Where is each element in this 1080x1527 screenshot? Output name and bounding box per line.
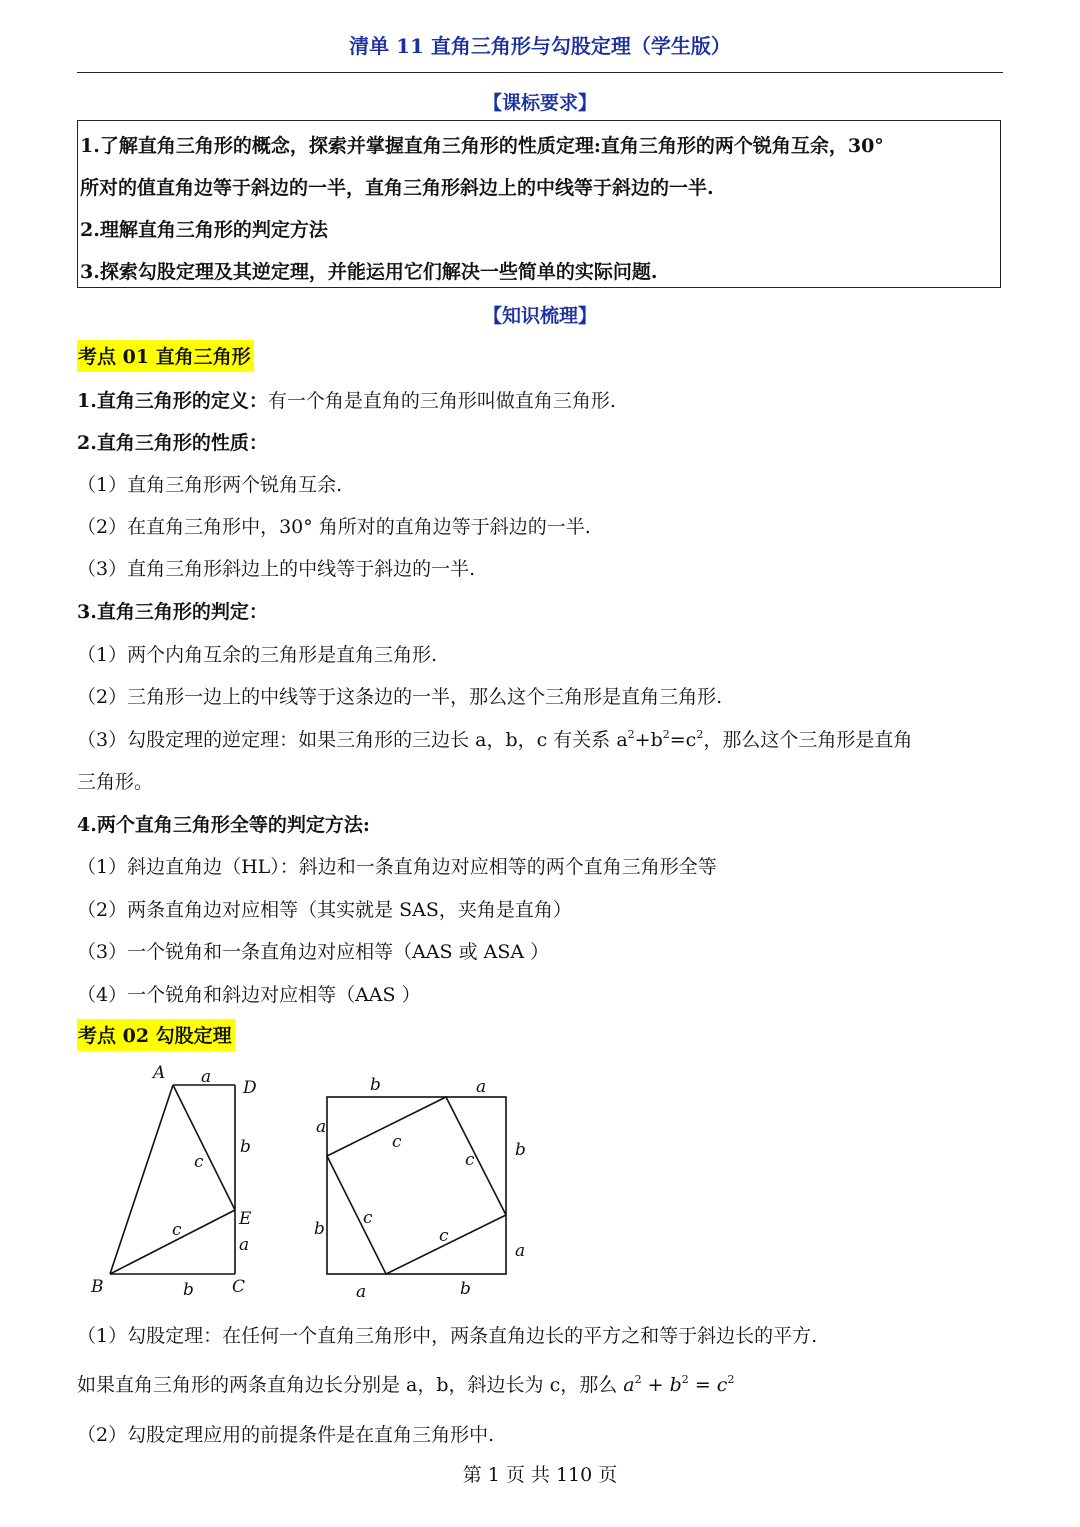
definition-label: 1.直角三角形的定义： — [77, 390, 268, 412]
kp1-title: 考点 01 直角三角形 — [77, 340, 254, 372]
requirement-item: 2.理解直角三角形的判定方法 — [80, 219, 328, 241]
property-item: （3）直角三角形斜边上的中线等于斜边的一半. — [77, 558, 476, 580]
label-b-right: b — [240, 1137, 251, 1157]
figure-labels — [90, 1063, 526, 1302]
definition-text: 有一个角是直角的三角形叫做直角三角形. — [267, 390, 616, 412]
judgement-text: +b — [634, 729, 663, 751]
pythagoras-theorem-line: （1）勾股定理：在任何一个直角三角形中，两条直角边长的平方之和等于斜边长的平方. — [77, 1325, 818, 1347]
judgement-text: （3）勾股定理的逆定理：如果三角形的三边长 a，b，c 有关系 a — [77, 729, 628, 751]
judgement-item: （1）两个内角互余的三角形是直角三角形. — [77, 644, 438, 666]
judgement-text: =c — [669, 729, 697, 751]
congruence-label: 4.两个直角三角形全等的判定方法: — [77, 814, 370, 836]
requirements-title: 【课标要求】 — [482, 92, 597, 114]
label-a-top: a — [201, 1067, 212, 1087]
label-a-top2: a — [476, 1077, 487, 1097]
formula-exp: 2 — [727, 1373, 735, 1386]
header-rule — [77, 72, 1003, 73]
pythagoras-precondition-line: （2）勾股定理应用的前提条件是在直角三角形中. — [77, 1424, 495, 1446]
congruence-item: （3）一个锐角和一条直角边对应相等（AAS 或 ASA ） — [77, 941, 550, 963]
formula-exp: 2 — [681, 1373, 689, 1386]
formula-b: b — [669, 1374, 682, 1396]
label-B: B — [91, 1277, 104, 1297]
superscript: 2 — [696, 728, 704, 741]
label-a-left: a — [316, 1117, 327, 1137]
label-b-bottom: b — [183, 1280, 194, 1300]
judgement-item: （2）三角形一边上的中线等于这条边的一半，那么这个三角形是直角三角形. — [77, 686, 723, 708]
requirements-box — [77, 120, 1001, 288]
requirement-item: 1.了解直角三角形的概念，探索并掌握直角三角形的性质定理:直角三角形的两个锐角互余，30° — [80, 135, 884, 157]
judgement-item-converse — [77, 725, 912, 752]
superscript: 2 — [662, 728, 670, 741]
label-c2: c — [465, 1150, 475, 1170]
label-c3: c — [363, 1208, 373, 1228]
formula-a: a — [623, 1374, 635, 1396]
congruence-item: （2）两条直角边对应相等（其实就是 SAS，夹角是直角） — [77, 899, 572, 921]
page-footer: 第 1 页 共 110 页 — [462, 1464, 618, 1486]
kp2-title: 考点 02 勾股定理 — [77, 1019, 235, 1051]
judgement-label: 3.直角三角形的判定： — [77, 601, 268, 623]
label-c-upper: c — [194, 1152, 204, 1172]
pythagoras-figures — [80, 1058, 540, 1303]
label-c1: c — [392, 1132, 402, 1152]
property-item: （1）直角三角形两个锐角互余. — [77, 474, 343, 496]
judgement-item-cont: 三角形。 — [77, 771, 154, 793]
requirement-item: 3.探索勾股定理及其逆定理，并能运用它们解决一些简单的实际问题. — [80, 261, 658, 283]
label-b-left: b — [314, 1219, 325, 1239]
requirement-item: 所对的值直角边等于斜边的一半，直角三角形斜边上的中线等于斜边的一半. — [80, 177, 714, 199]
trapezoid-figure — [110, 1085, 235, 1274]
property-label: 2.直角三角形的性质： — [77, 432, 268, 454]
label-a-right: a — [239, 1235, 250, 1255]
superscript: 2 — [627, 728, 635, 741]
property-item: （2）在直角三角形中，30° 角所对的直角边等于斜边的一半. — [77, 516, 591, 538]
outer-square — [327, 1097, 506, 1274]
label-c4: c — [439, 1226, 449, 1246]
label-a-bottom: a — [356, 1282, 367, 1302]
formula-eq: = — [694, 1374, 711, 1396]
square-figure — [327, 1097, 506, 1274]
pythagoras-formula-line — [77, 1370, 734, 1397]
inner-square — [327, 1097, 506, 1274]
page-header-title: 清单 11 直角三角形与勾股定理（学生版） — [349, 34, 731, 58]
label-D: D — [243, 1078, 257, 1098]
label-a-right2: a — [515, 1241, 526, 1261]
label-A: A — [153, 1063, 166, 1083]
label-c-lower: c — [172, 1220, 182, 1240]
congruence-item: （1）斜边直角边（HL）：斜边和一条直角边对应相等的两个直角三角形全等 — [77, 856, 717, 878]
definition-line — [77, 386, 616, 413]
label-C: C — [232, 1277, 246, 1297]
label-b-top: b — [370, 1075, 381, 1095]
segment-ae — [173, 1085, 235, 1210]
label-b-right2: b — [515, 1140, 526, 1160]
formula-c: c — [716, 1374, 728, 1396]
knowledge-title: 【知识梳理】 — [482, 305, 597, 327]
label-E: E — [239, 1209, 252, 1229]
formula-intro: 如果直角三角形的两条直角边长分别是 a，b，斜边长为 c，那么 — [77, 1374, 624, 1396]
label-b-bottom2: b — [460, 1279, 471, 1299]
congruence-item: （4）一个锐角和斜边对应相等（AAS ） — [77, 984, 421, 1006]
segment-ab — [110, 1085, 173, 1274]
formula-plus: + — [647, 1374, 664, 1396]
judgement-text: ，那么这个三角形是直角 — [703, 729, 913, 751]
formula-exp: 2 — [634, 1373, 642, 1386]
